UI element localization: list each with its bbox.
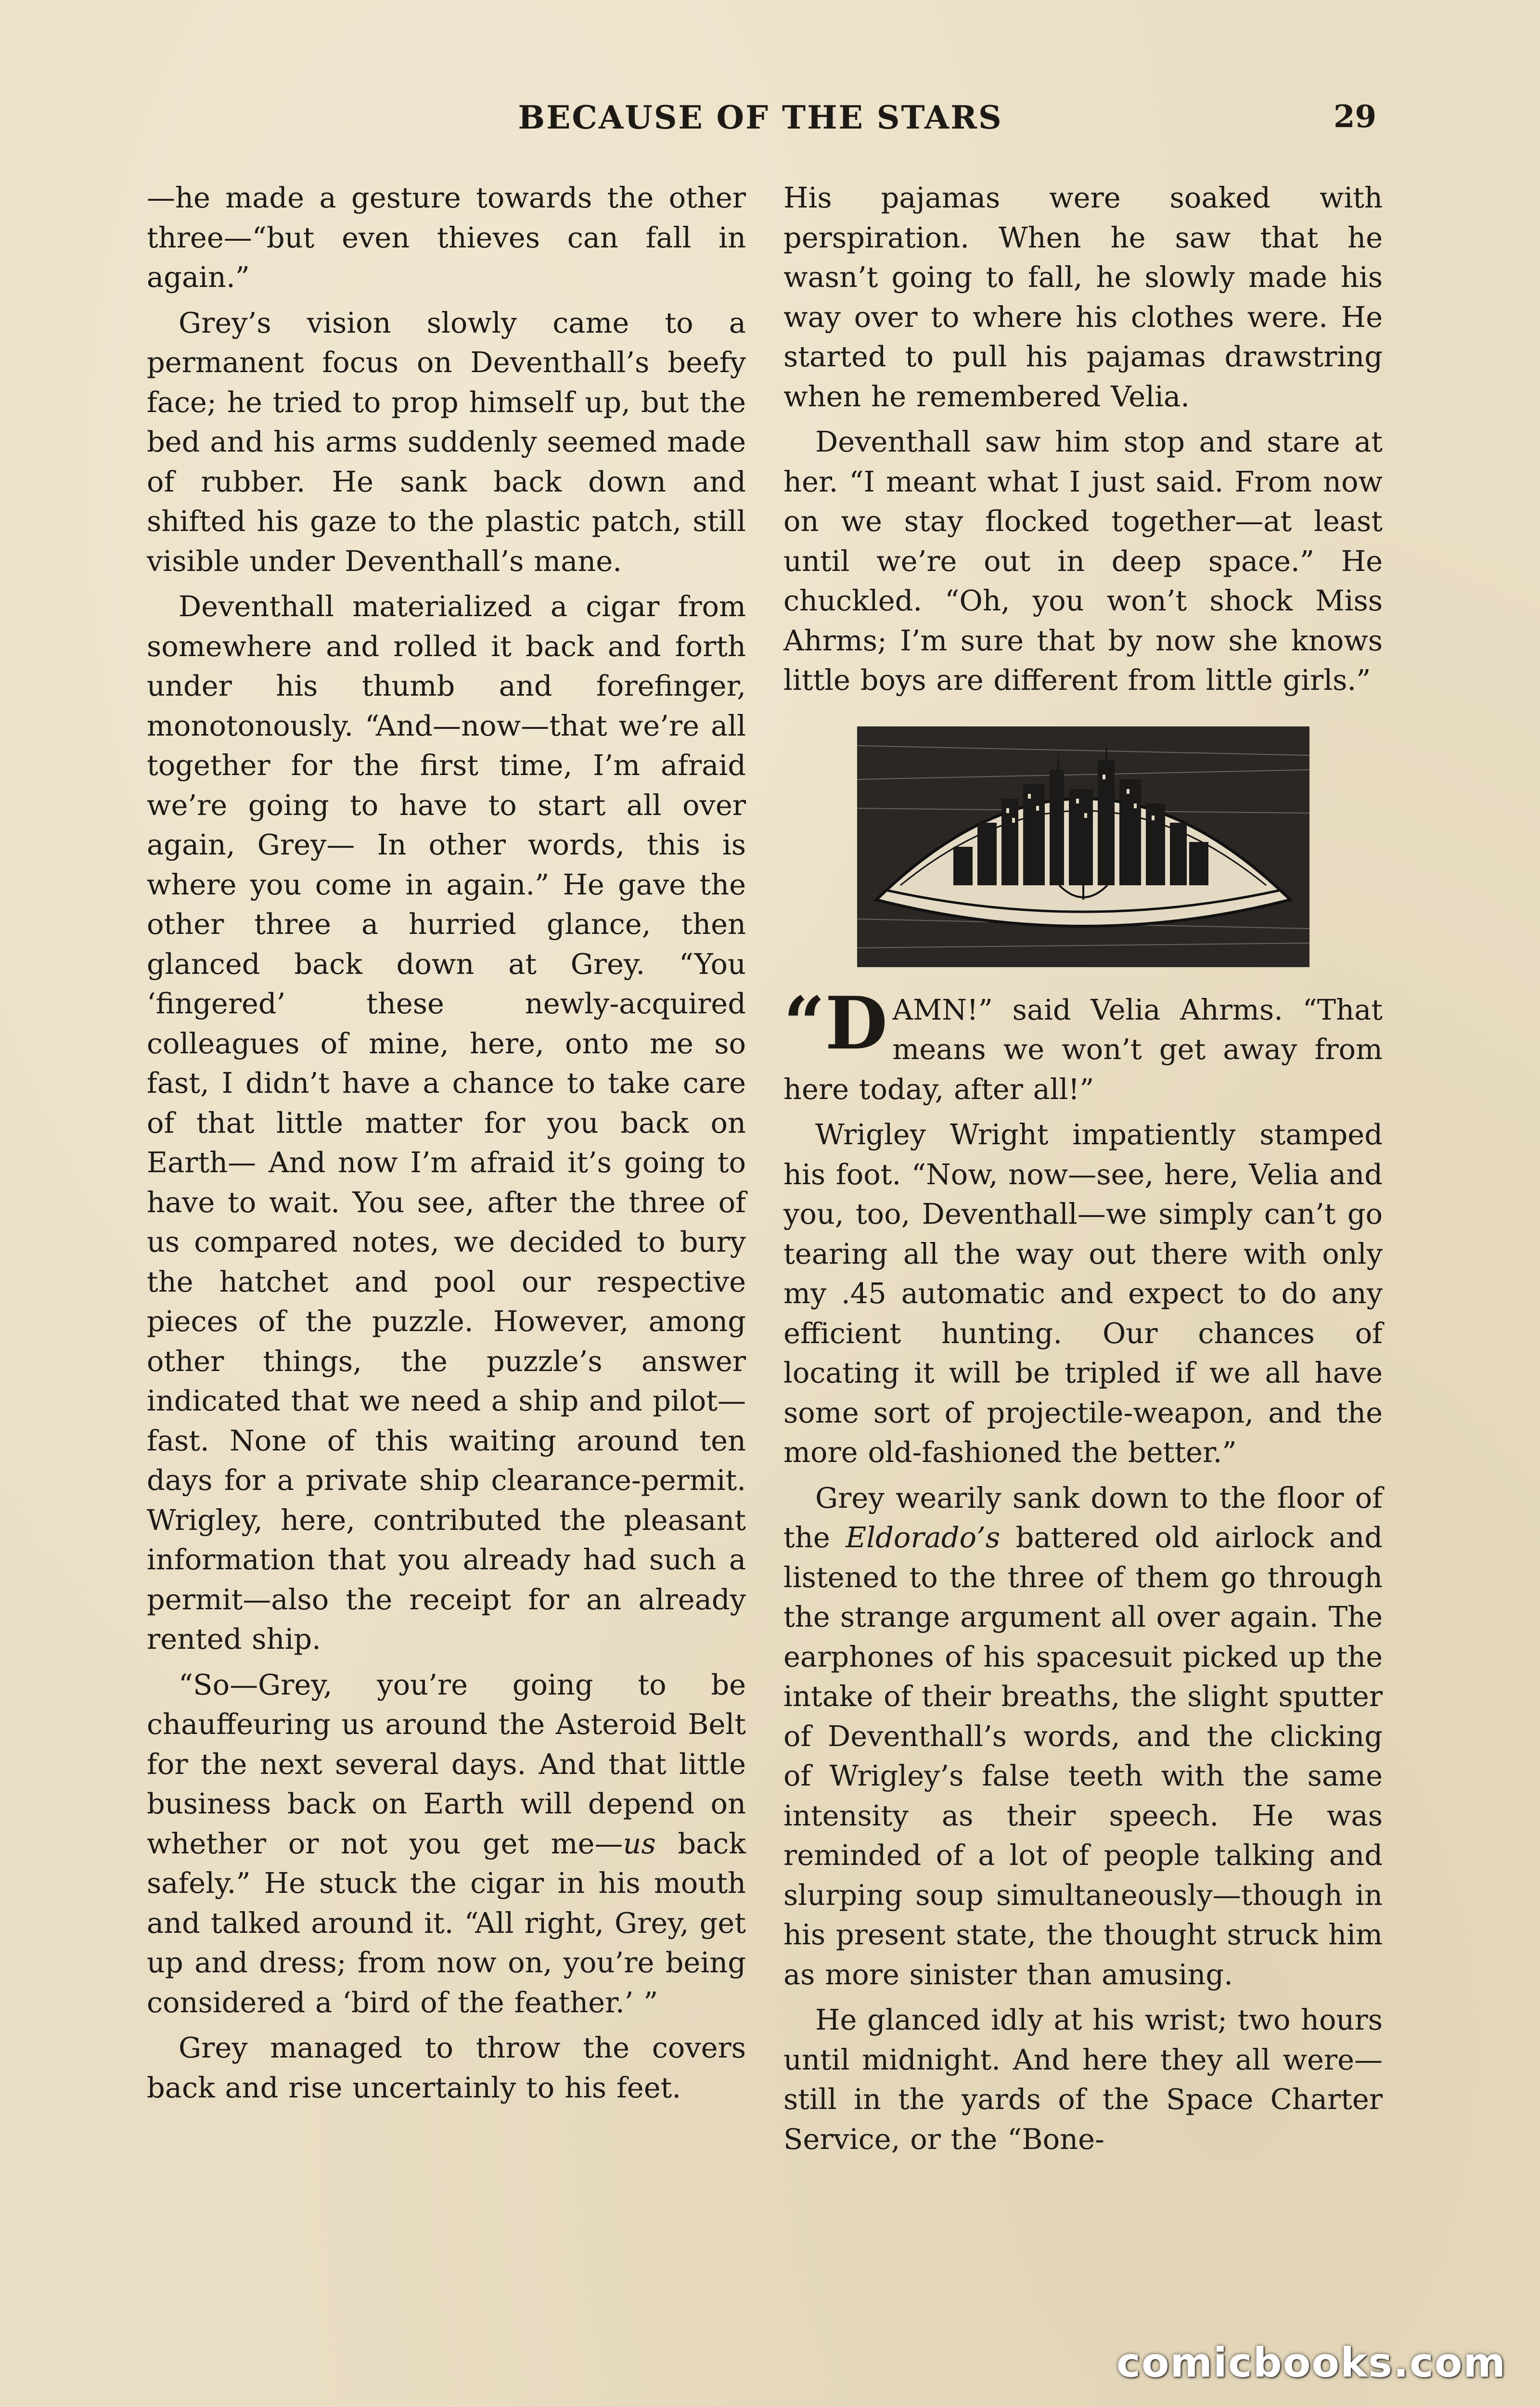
domed-city-illustration bbox=[857, 726, 1309, 967]
paragraph: Deventhall materialized a cigar from somewhere and rolled it back and forth under his thumb and forefinger, monotonously. “And—now—that we’re all together for the first time, I’m afraid we’re going to have to start all over again, Grey— In other words, this is where you come in again.” He gave the other three a hurried glance, then glanced back down at Grey. “You ‘fingered’ these newly-acquired colleagues of mine, here, onto me so fast, I didn’t have a chance to take care of that little matter for you back on Earth— And now I’m afraid it’s going to have to wait. You see, after the three of us compared notes, we decided to bury the hatchet and pool our respective pieces of the puzzle. However, among other things, the puzzle’s answer indicated that we need a ship and pilot—fast. None of this waiting around ten days for a private ship clearance-permit. Wrigley, here, contributed the pleasant information that you already had such a permit—also the receipt for an already rented ship. bbox=[147, 590, 746, 1656]
paragraph-text: Grey wearily sank down to the floor of the bbox=[783, 1481, 1383, 1554]
emphasis: us bbox=[623, 1826, 656, 1860]
paragraph: He glanced idly at his wrist; two hours until midnight. And here they all were—still in the yards of the Space Charter Service, or the “Bone- bbox=[783, 2003, 1383, 2156]
paragraph: Wrigley Wright impatiently stamped his foot. “Now, now—see, here, Velia and you, too, Deventhall—we simply can’t go tearing all the way out there with only my .45 automatic and expect to do any efficient hunting. Our chances of locating it will be tripled if we all have some sort of projectile-weapon, and the more old-fashioned the better.” bbox=[783, 1118, 1383, 1469]
page-header bbox=[144, 99, 1376, 147]
paragraph bbox=[783, 981, 1383, 1110]
paragraph bbox=[147, 1665, 746, 2023]
left-column bbox=[147, 178, 746, 2108]
emphasis: Eldorado’s bbox=[846, 1521, 1001, 1554]
paragraph: His pajamas were soaked with perspiration. When he saw that he wasn’t going to fall, he slowly made his way over to where his clothes were. He started to pull his pajamas drawstring when he remembered Velia. bbox=[783, 181, 1383, 413]
page-number: 29 bbox=[1333, 99, 1376, 135]
right-column bbox=[783, 178, 1383, 2159]
paragraph-text: back safely.” He stuck the cigar in his mouth and talked around it. “All right, Grey, get up and dress; from now on, you’re being considered a ‘bird of the feather.’ ” bbox=[147, 1826, 746, 2019]
paragraph: Deventhall saw him stop and stare at her. “I meant what I just said. From now on we stay flocked together—at least until we’re out in deep space.” He chuckled. “Oh, you won’t shock Miss Ahrms; I’m sure that by now she knows little boys are different from little girls.” bbox=[783, 425, 1383, 697]
drop-cap: “D bbox=[783, 981, 888, 1066]
paragraph: Grey’s vision slowly came to a permanent focus on Deventhall’s beefy face; he tried to prop himself up, but the bed and his arms suddenly seemed made of rubber. He sank back down and shifted his gaze to the plastic patch, still visible under Deventhall’s mane. bbox=[147, 306, 746, 578]
paragraph bbox=[783, 1478, 1383, 1995]
paragraph-text: battered old airlock and listened to the three of them go through the strange argument all over again. The earphones of his spacesuit picked up the intake of their breaths, the slight sputter of Deventhall’s words, and the clicking of Wrigley’s false teeth with the same intensity as their speech. He was reminded of a lot of people talking and slurping soup simultaneously—though in his present state, the thought struck him as more sinister than amusing. bbox=[783, 1521, 1383, 1991]
paragraph: Grey managed to throw the covers back and rise uncertainly to his feet. bbox=[147, 2031, 746, 2104]
paragraph-text: “So—Grey, you’re going to be chauffeuring us around the Asteroid Belt for the next several days. And that little business back on Earth will depend on whether or not you get me— bbox=[147, 1668, 746, 1860]
paragraph: —he made a gesture towards the other three—“but even thieves can fall in again.” bbox=[147, 181, 746, 294]
running-head: BECAUSE OF THE STARS bbox=[518, 99, 1003, 136]
paragraph-text: AMN!” said Velia Ahrms. “That means we won’t get away from here today, after all!” bbox=[783, 993, 1383, 1106]
watermark: comicbooks.com bbox=[1116, 2339, 1506, 2386]
